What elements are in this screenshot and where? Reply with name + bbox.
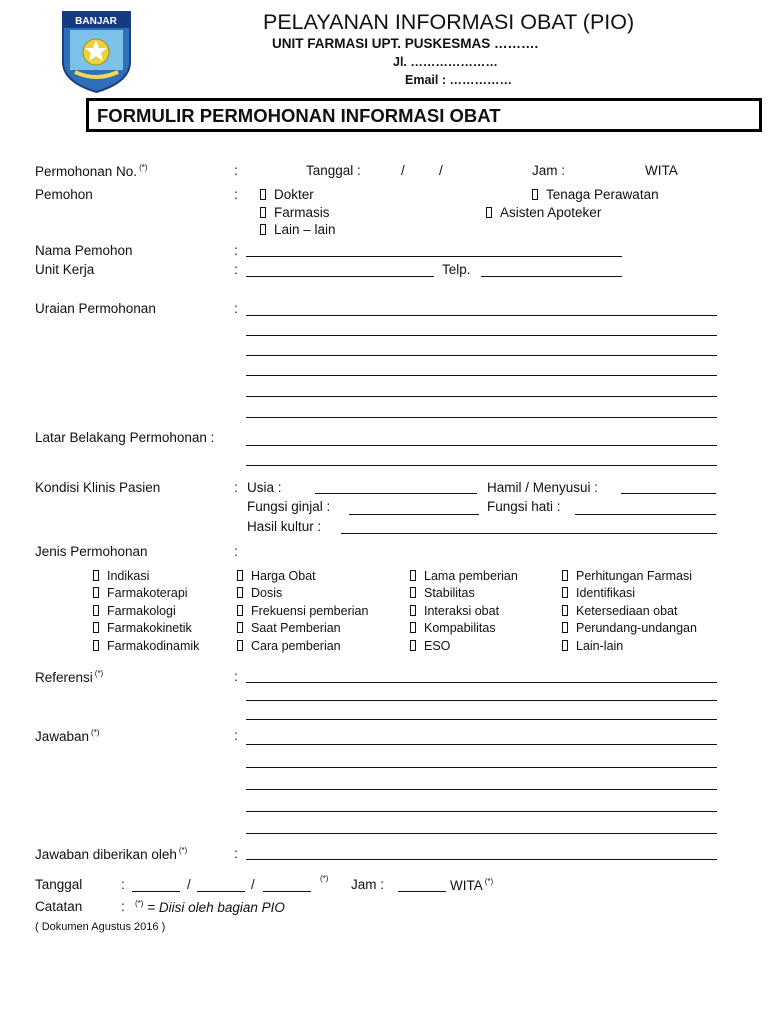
checkbox[interactable]: [410, 640, 416, 651]
checkbox[interactable]: [486, 207, 492, 218]
jenis-option[interactable]: [410, 604, 499, 618]
fungsi-hati-label: Fungsi hati :: [487, 499, 561, 514]
jenis-option[interactable]: [237, 586, 282, 600]
option-label: Stabilitas: [424, 586, 475, 600]
checkbox[interactable]: [93, 587, 99, 598]
fungsi-ginjal-label: Fungsi ginjal :: [247, 499, 331, 514]
footer-wita-label: [450, 877, 493, 893]
usia-label: Usia :: [247, 480, 282, 495]
checkbox[interactable]: [532, 189, 538, 200]
option-label: Dosis: [251, 586, 283, 600]
option-label: Lama pemberian: [424, 569, 518, 583]
colon: :: [234, 846, 238, 861]
mark: (*): [178, 846, 188, 855]
mark: (*): [320, 874, 329, 883]
checkbox[interactable]: [237, 587, 243, 598]
jenis-option[interactable]: [410, 569, 518, 583]
option-label: Asisten Apoteker: [500, 205, 602, 220]
checkbox[interactable]: [260, 207, 266, 218]
jenis-option[interactable]: [237, 569, 316, 583]
checkbox[interactable]: [410, 605, 416, 616]
colon: :: [234, 301, 238, 316]
jawaban-text: Jawaban: [35, 729, 90, 744]
permohonan-no-label: [35, 163, 148, 179]
uraian-line[interactable]: [246, 335, 717, 336]
jenis-option[interactable]: [410, 639, 450, 653]
jenis-option[interactable]: [237, 621, 341, 635]
jawaban-line[interactable]: [246, 789, 717, 790]
jenis-option[interactable]: [562, 569, 692, 583]
jenis-option[interactable]: [237, 604, 368, 618]
jawaban-oleh-label: [35, 846, 187, 862]
checkbox[interactable]: [260, 189, 266, 200]
mark: (*): [94, 669, 104, 678]
footer-jam-field[interactable]: [398, 891, 446, 892]
option-label: ESO: [424, 639, 451, 653]
catatan-text: [133, 899, 285, 915]
form-title-box: [86, 98, 762, 132]
option-label: Kompabilitas: [424, 621, 496, 635]
referensi-line[interactable]: [246, 719, 717, 720]
date-separator: /: [439, 163, 443, 178]
wita-label: WITA: [645, 163, 678, 178]
colon: :: [234, 728, 238, 743]
uraian-line[interactable]: [246, 396, 717, 397]
nama-pemohon-field[interactable]: [246, 256, 622, 257]
mark: (*): [91, 728, 100, 737]
checkbox[interactable]: [410, 570, 416, 581]
fungsi-hati-field[interactable]: [575, 514, 716, 515]
checkbox[interactable]: [237, 570, 243, 581]
hasil-kultur-field[interactable]: [341, 533, 717, 534]
permohonan-no-text: Permohonan No.: [35, 164, 138, 179]
option-label: Lain – lain: [274, 222, 336, 237]
jenis-option[interactable]: [410, 621, 496, 635]
document-date: ( Dokumen Agustus 2016 ): [35, 921, 166, 933]
referensi-line[interactable]: [246, 700, 717, 701]
checkbox[interactable]: [93, 640, 99, 651]
jawaban-line[interactable]: [246, 811, 717, 812]
jawaban-line[interactable]: [246, 833, 717, 834]
jawaban-line[interactable]: [246, 744, 717, 745]
option-label: Farmakologi: [107, 604, 176, 618]
mark: (*): [135, 899, 144, 908]
jenis-option[interactable]: [237, 639, 341, 653]
colon: :: [234, 163, 238, 178]
jam-label: Jam :: [532, 163, 566, 178]
checkbox[interactable]: [260, 224, 266, 235]
pemohon-option[interactable]: [260, 205, 330, 220]
footer-day-field[interactable]: [132, 891, 180, 892]
usia-field[interactable]: [315, 493, 477, 494]
jenis-label: Jenis Permohonan: [35, 544, 148, 559]
option-label: Tenaga Perawatan: [546, 187, 659, 202]
hasil-kultur-label: Hasil kultur :: [247, 519, 322, 534]
pemohon-option[interactable]: [532, 187, 659, 202]
option-label: Farmasis: [274, 205, 330, 220]
mark: (*): [484, 877, 494, 886]
jenis-option[interactable]: [562, 604, 677, 618]
colon: :: [121, 899, 125, 914]
checkbox[interactable]: [410, 622, 416, 633]
unit-name: UNIT FARMASI UPT. PUSKESMAS ……….: [272, 36, 539, 51]
logo-text: BANJAR: [75, 16, 117, 27]
option-label: Saat Pemberian: [251, 621, 341, 635]
checkbox[interactable]: [237, 605, 243, 616]
unit-kerja-field[interactable]: [246, 276, 434, 277]
referensi-label: [35, 669, 103, 685]
uraian-line[interactable]: [246, 315, 717, 316]
pemohon-option[interactable]: [486, 205, 601, 220]
option-label: Perundang-undangan: [576, 621, 697, 635]
address-line: Jl. …………………: [393, 55, 498, 69]
wita-text: WITA: [450, 878, 483, 893]
checkbox[interactable]: [237, 640, 243, 651]
catatan-value: = Diisi oleh bagian PIO: [147, 900, 285, 915]
option-label: Identifikasi: [576, 586, 636, 600]
tanggal-label: Tanggal :: [306, 163, 361, 178]
jenis-option[interactable]: [562, 621, 697, 635]
option-label: Ketersediaan obat: [576, 604, 678, 618]
option-label: Cara pemberian: [251, 639, 341, 653]
page-title: PELAYANAN INFORMASI OBAT (PIO): [263, 10, 635, 34]
date-separator: /: [251, 877, 255, 892]
jenis-option[interactable]: [93, 586, 188, 600]
telp-label: Telp.: [442, 262, 471, 277]
catatan-label: Catatan: [35, 899, 83, 914]
option-label: Perhitungan Farmasi: [576, 569, 693, 583]
colon: :: [121, 877, 125, 892]
colon: :: [234, 187, 238, 202]
checkbox[interactable]: [237, 622, 243, 633]
kondisi-label: Kondisi Klinis Pasien: [35, 480, 161, 495]
option-label: Indikasi: [107, 569, 150, 583]
jawaban-label: [35, 728, 100, 744]
checkbox[interactable]: [562, 587, 568, 598]
pemohon-label: Pemohon: [35, 187, 93, 202]
pemohon-option[interactable]: [260, 187, 314, 202]
footer-month-field[interactable]: [197, 891, 245, 892]
uraian-line[interactable]: [246, 375, 717, 376]
latar-line[interactable]: [246, 445, 717, 446]
jenis-option[interactable]: [562, 586, 635, 600]
telp-field[interactable]: [481, 276, 622, 277]
unit-kerja-label: Unit Kerja: [35, 262, 95, 277]
jenis-option[interactable]: [93, 604, 176, 618]
jawaban-line[interactable]: [246, 767, 717, 768]
date-separator: /: [187, 877, 191, 892]
hamil-label: Hamil / Menyusui :: [487, 480, 599, 495]
option-label: Lain-lain: [576, 639, 624, 653]
logo: [60, 10, 133, 94]
colon: :: [234, 544, 238, 559]
uraian-line[interactable]: [246, 417, 717, 418]
checkbox[interactable]: [562, 605, 568, 616]
footer-jam-label: Jam :: [351, 877, 385, 892]
jenis-option[interactable]: [93, 639, 199, 653]
option-label: Harga Obat: [251, 569, 316, 583]
colon: :: [234, 243, 238, 258]
jenis-option[interactable]: [93, 621, 192, 635]
latar-line[interactable]: [246, 465, 717, 466]
option-label: Dokter: [274, 187, 314, 202]
email-line: Email : ……………: [405, 73, 512, 87]
checkbox[interactable]: [93, 622, 99, 633]
checkbox[interactable]: [93, 570, 99, 581]
option-label: Farmakodinamik: [107, 639, 200, 653]
nama-pemohon-label: Nama Pemohon: [35, 243, 133, 258]
checkbox[interactable]: [562, 622, 568, 633]
jenis-option[interactable]: [562, 639, 623, 653]
jawaban-oleh-text: Jawaban diberikan oleh: [35, 847, 177, 862]
colon: :: [234, 480, 238, 495]
checkbox[interactable]: [562, 640, 568, 651]
option-label: Farmakoterapi: [107, 586, 188, 600]
option-label: Farmakokinetik: [107, 621, 192, 635]
jenis-option[interactable]: [410, 586, 475, 600]
referensi-text: Referensi: [35, 670, 93, 685]
checkbox[interactable]: [93, 605, 99, 616]
uraian-line[interactable]: [246, 355, 717, 356]
colon: :: [234, 262, 238, 277]
footer-year-field[interactable]: [263, 891, 311, 892]
mark: (*): [139, 163, 148, 172]
banjar-shield-icon: [60, 10, 133, 94]
option-label: Interaksi obat: [424, 604, 500, 618]
option-label: Frekuensi pemberian: [251, 604, 369, 618]
checkbox[interactable]: [410, 587, 416, 598]
jenis-option[interactable]: [93, 569, 149, 583]
latar-belakang-label: Latar Belakang Permohonan :: [35, 430, 215, 445]
referensi-line[interactable]: [246, 682, 717, 683]
form-title: FORMULIR PERMOHONAN INFORMASI OBAT: [97, 105, 501, 126]
fungsi-ginjal-field[interactable]: [349, 514, 479, 515]
date-separator: /: [401, 163, 405, 178]
hamil-field[interactable]: [621, 493, 716, 494]
jawaban-oleh-field[interactable]: [246, 859, 717, 860]
checkbox[interactable]: [562, 570, 568, 581]
footer-tanggal-label: Tanggal: [35, 877, 83, 892]
uraian-label: Uraian Permohonan: [35, 301, 156, 316]
pemohon-option[interactable]: [260, 222, 336, 237]
colon: :: [234, 669, 238, 684]
